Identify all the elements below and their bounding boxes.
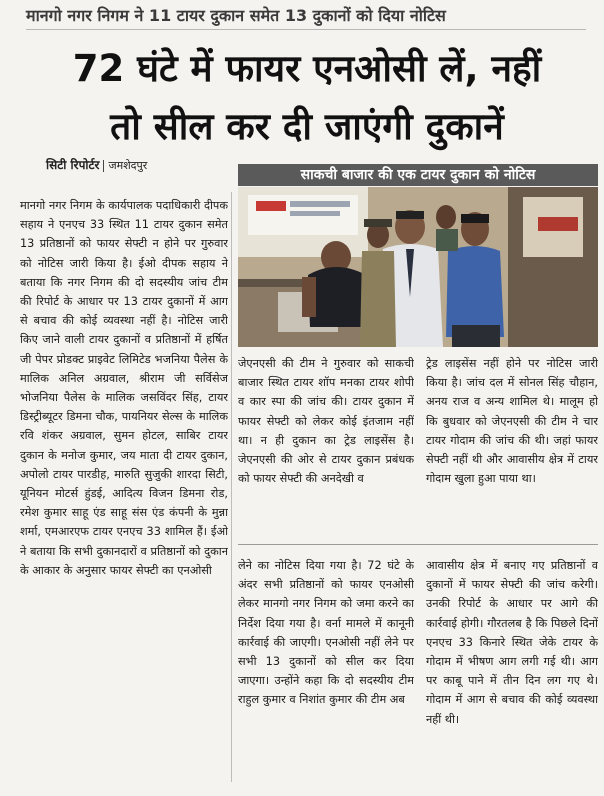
headline-line-2: तो सील कर दी जाएंगी दुकानें bbox=[110, 105, 504, 148]
article-column-3-top: ट्रेड लाइसेंस नहीं होने पर नोटिस जारी किया है। जांच दल में सोनल सिंह चौहान, अनय राज व अन्य शामिल थे। मालूम हो कि बुधवार को जेएनएसी की टीम ने चार टायर गोदाम की जांच की थी। जहां फायर सेफ्टी नहीं थी और आवासीय क्षेत्र में टायर गोदाम खुला हुआ पाया था। bbox=[426, 357, 598, 486]
photo-caption: साकची बाजार की एक टायर दुकान को नोटिस bbox=[238, 164, 598, 186]
kicker-headline: मानगो नगर निगम ने 11 टायर दुकान समेत 13 दुकानों को दिया नोटिस bbox=[26, 4, 586, 30]
section-divider bbox=[238, 544, 598, 545]
headline-line-1: 72 घंटे में फायर एनओसी लें, नहीं bbox=[72, 47, 542, 90]
column-divider bbox=[231, 192, 232, 782]
main-headline bbox=[18, 40, 596, 156]
reporter-name: सिटी रिपोर्टर bbox=[46, 158, 100, 172]
byline bbox=[46, 156, 147, 173]
dateline-place: जमशेदपुर bbox=[108, 159, 148, 172]
article-column-2-bottom: लेने का नोटिस दिया गया है। 72 घंटे के अंदर सभी प्रतिष्ठानों को फायर एनओसी लेकर मानगो नगर निगम को जमा करने का निर्देश दिया गया है। वर्ना मामले में कानूनी कार्रवाई की जाएगी। एनओसी नहीं लेने पर सभी 13 दुकानों को सील कर दिया जाएगा। उन्होंने कहा कि दो सदस्यीय टीम राहुल कुमार व निशांत कुमार की टीम अब bbox=[238, 559, 414, 707]
article-column-3-bottom: आवासीय क्षेत्र में बनाए गए प्रतिष्ठानों व दुकानों में फायर सेफ्टी की जांच करेगी। उनकी रिपोर्ट के आधार पर आगे की कार्रवाई होगी। गौरतलब है कि पिछले दिनों एनएच 33 किनारे स्थित जेके टायर के गोदाम में भीषण आग लगी गई थी। आग पर काबू पाने में तीन दिन लग गए थे। गोदाम में आग से बचाव की कोई व्यवस्था नहीं थी। bbox=[426, 559, 598, 726]
article-column-1: मानगो नगर निगम के कार्यपालक पदाधिकारी दीपक सहाय ने एनएच 33 स्थित 11 टायर दुकान समेत 13 प्रतिष्ठानों को फायर सेफ्टी न होने पर गुरुवार को नोटिस जारी किया है। ईओ दीपक सहाय ने बताया कि नगर निगम की दो सदस्यीय जांच टीम की रिपोर्ट के आधार पर 13 टायर दुकानों में आग से बचाव की कोई व्यवस्था नहीं है। नोटिस जारी किए जाने वाली टायर दुकानों व प्रतिष्ठानों में हर्षित जी पेपर प्रोडक्ट प्राइवेट लिमिटेड भजनिया पैलेस के मालिक अनिल अग्रवाल, श्रीराम जी सर्विसेज भोजनिया पैलेस के मालिक जसविंदर सिंह, टायर डिस्ट्रीब्यूटर डिमना चौक, पायनियर सेल्स के मालिक रवि शंकर अग्रवाल, सुमन होटल, साबिर टायर दुकान के मनोज कुमार, जय माता दी टायर दुकान, अपोलो टायर पारडीह, मारुति सुजुकी शारदा सिटी, यूनियन मोटर्स हुंडई, आदित्य विजन डिमना रोड, रमेश कुमार साहू एंड साहू संस एंड कंपनी के मुन्ना शर्मा, एमआरएफ टायर एनएच 33 शामिल हैं। ईओ ने बताया कि सभी दुकानदारों व प्रतिष्ठानों को दुकान के आकार के अनुसार फायर सेफ्टी का एनओसी bbox=[20, 199, 228, 577]
news-photo bbox=[238, 187, 598, 347]
article-column-2-top: जेएनएसी की टीम ने गुरुवार को साकची बाजार स्थित टायर शॉप मनका टायर शोपी व कार स्पा की जांच की। टायर दुकान में फायर सेफ्टी को लेकर कोई इंतजाम नहीं था। न ही दुकान का ट्रेड लाइसेंस है। जेएनएसी की ओर से टायर दुकान प्रबंधक को फायर सेफ्टी की अनदेखी व bbox=[238, 357, 414, 486]
